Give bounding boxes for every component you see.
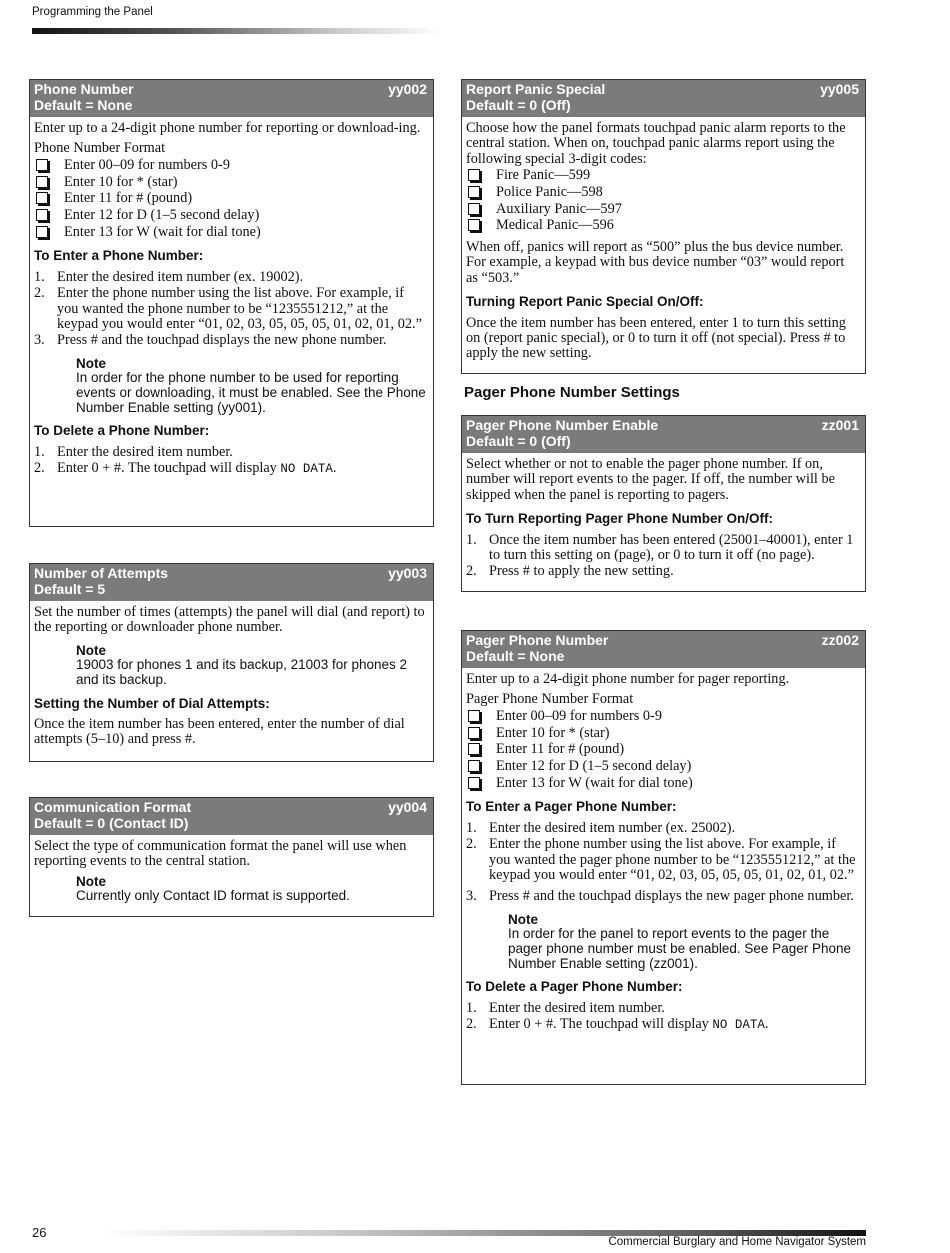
note-text: In order for the panel to report events to the pager the pager phone number must be enabled. See Pager Phone Number Enable setting (zz001).	[508, 926, 851, 971]
comm-format-note	[76, 875, 427, 904]
pager-number-format-list	[466, 708, 859, 792]
display-code: NO DATA	[712, 1017, 765, 1032]
display-code: NO DATA	[280, 461, 333, 476]
dial-attempts-heading: Setting the Number of Dial Attempts:	[34, 695, 270, 711]
phone-number-code: yy002	[388, 81, 427, 97]
step	[466, 533, 859, 564]
attempts-box	[29, 563, 434, 762]
step-number: 2.	[466, 836, 477, 853]
step	[466, 1017, 859, 1033]
step-text: Enter 0 + #. The touchpad will display	[489, 1015, 713, 1032]
header-rule	[32, 28, 442, 34]
phone-number-format-label: Phone Number Format	[34, 140, 166, 157]
dial-attempts-text: Once the item number has been entered, enter the number of dial attempts (5–10) and press #.	[34, 716, 405, 748]
step-text: Enter the phone number using the list above. For example, if you wanted the phone number to be “1235551212,” at the keypad you would enter “01, 02, 03, 05, 05, 05, 01, 02, 01, 02.”	[57, 285, 422, 332]
pager-number-title: Pager Phone Number	[466, 632, 609, 648]
phone-number-default: Default = None	[34, 96, 133, 113]
phone-number-note	[76, 357, 427, 415]
attempts-note	[76, 644, 427, 688]
step-text: Press # to apply the new setting.	[489, 563, 674, 580]
step	[34, 461, 427, 477]
step	[466, 889, 859, 904]
step-number: 3.	[466, 888, 477, 905]
footer-title: Commercial Burglary and Home Navigator System	[608, 1236, 866, 1248]
pager-enable-code: zz001	[821, 417, 859, 433]
format-item: Enter 00–09 for numbers 0-9	[466, 708, 859, 725]
step-number: 2.	[34, 459, 45, 476]
pager-number-code: zz002	[821, 632, 859, 648]
pager-number-header	[462, 631, 865, 668]
pager-number-default: Default = None	[466, 647, 565, 664]
attempts-code: yy003	[388, 565, 427, 581]
note-text: 19003 for phones 1 and its backup, 21003 for phones 2 and its backup.	[76, 657, 408, 687]
step	[34, 286, 427, 332]
panic-code-list	[466, 167, 859, 234]
step	[466, 821, 859, 836]
note-text: Currently only Contact ID format is supported.	[76, 888, 350, 904]
format-item: Enter 11 for # (pound)	[466, 741, 859, 758]
step-number: 3.	[34, 332, 45, 349]
step	[34, 445, 427, 460]
note-title: Note	[508, 911, 538, 927]
format-item: Enter 12 for D (1–5 second delay)	[466, 758, 859, 775]
attempts-title: Number of Attempts	[34, 565, 169, 581]
panic-code: yy005	[820, 81, 859, 97]
delete-phone-heading: To Delete a Phone Number:	[34, 423, 210, 439]
format-item: Enter 13 for W (wait for dial tone)	[466, 775, 859, 792]
enter-pager-steps	[466, 821, 859, 905]
panic-code-item: Medical Panic—596	[466, 217, 859, 234]
step-text: Press # and the touchpad displays the new pager phone number.	[489, 888, 854, 905]
step-text: Enter the desired item number.	[489, 999, 665, 1016]
panic-code-item: Police Panic—598	[466, 184, 859, 201]
pager-number-intro: Enter up to a 24-digit phone number for pager reporting.	[466, 671, 790, 687]
note-title: Note	[76, 355, 106, 371]
pager-enable-default: Default = 0 (Off)	[466, 432, 571, 449]
step	[466, 837, 859, 883]
step-number: 2.	[466, 563, 477, 580]
delete-phone-steps	[34, 445, 427, 478]
step	[34, 333, 427, 348]
format-item: Enter 11 for # (pound)	[34, 190, 427, 207]
panic-header	[462, 80, 865, 117]
format-item: Enter 12 for D (1–5 second delay)	[34, 207, 427, 224]
note-title: Note	[76, 873, 106, 889]
panic-code-item: Auxiliary Panic—597	[466, 201, 859, 218]
delete-pager-steps	[466, 1001, 859, 1034]
step	[34, 270, 427, 285]
step-text: Press # and the touchpad displays the new phone number.	[57, 332, 387, 349]
panic-title: Report Panic Special	[466, 81, 606, 97]
step-text: Enter the phone number using the list above. For example, if you wanted the pager phone number to be “1235551212,” at the keypad you would enter “01, 02, 03, 05, 05, 05, 01, 02, 01, 02.”	[489, 836, 856, 883]
pager-section-heading: Pager Phone Number Settings	[464, 384, 680, 401]
pager-number-note	[508, 913, 859, 971]
step-text: Enter the desired item number (ex. 25002).	[489, 819, 736, 836]
format-item: Enter 10 for * (star)	[466, 725, 859, 742]
enter-pager-heading: To Enter a Pager Phone Number:	[466, 799, 677, 815]
pager-enable-title: Pager Phone Number Enable	[466, 417, 659, 433]
comm-format-title: Communication Format	[34, 799, 192, 815]
step-end: .	[764, 1015, 769, 1032]
step-text: Once the item number has been entered (25001–40001), enter 1 to turn this setting on (page), or 0 to turn it off (no page).	[489, 531, 854, 564]
panic-box	[461, 79, 866, 374]
phone-number-header	[30, 80, 433, 117]
panic-code-item: Fire Panic—599	[466, 167, 859, 184]
panic-intro: Choose how the panel formats touchpad panic alarm reports to the central station. When on, touchpad panic alarms report using the following special 3-digit codes:	[466, 120, 846, 167]
pager-number-format-label: Pager Phone Number Format	[466, 691, 634, 708]
comm-format-intro: Select the type of communication format the panel will use when reporting events to the central station.	[34, 838, 407, 870]
phone-number-intro: Enter up to a 24-digit phone number for reporting or download-ing.	[34, 120, 421, 136]
phone-number-format-list	[34, 157, 427, 241]
format-item: Enter 10 for * (star)	[34, 174, 427, 191]
comm-format-default: Default = 0 (Contact ID)	[34, 814, 189, 831]
phone-number-box	[29, 79, 434, 527]
panic-off-text: When off, panics will report as “500” plus the bus device number. For example, a keypad with bus device number “03” would report as “503.”	[466, 239, 845, 286]
pager-enable-steps	[466, 533, 859, 580]
step	[466, 1001, 859, 1016]
pager-enable-box	[461, 415, 866, 592]
step-number: 1.	[34, 443, 45, 460]
note-title: Note	[76, 642, 106, 658]
comm-format-header	[30, 798, 433, 835]
pager-number-box	[461, 630, 866, 1085]
step-number: 2.	[466, 1015, 477, 1032]
step-number: 1.	[466, 819, 477, 836]
pager-enable-heading: To Turn Reporting Pager Phone Number On/Off:	[466, 511, 773, 527]
panic-toggle-heading: Turning Report Panic Special On/Off:	[466, 294, 704, 310]
step-text: Enter the desired item number.	[57, 443, 233, 460]
step-number: 1.	[466, 999, 477, 1016]
attempts-intro: Set the number of times (attempts) the panel will dial (and report) to the reporting or downloader phone number.	[34, 604, 425, 636]
comm-format-box	[29, 797, 434, 917]
step-text: Enter the desired item number (ex. 19002).	[57, 268, 304, 285]
running-head: Programming the Panel	[32, 6, 153, 18]
step-number: 2.	[34, 285, 45, 302]
comm-format-code: yy004	[388, 799, 427, 815]
panic-toggle-text: Once the item number has been entered, enter 1 to turn this setting on (report panic special), or 0 to turn it off (not special). Press # to apply the new setting.	[466, 314, 846, 362]
attempts-header	[30, 564, 433, 601]
attempts-default: Default = 5	[34, 580, 106, 597]
format-item: Enter 13 for W (wait for dial tone)	[34, 224, 427, 241]
step-text: Enter 0 + #. The touchpad will display	[57, 459, 281, 476]
format-item: Enter 00–09 for numbers 0-9	[34, 157, 427, 174]
step-number: 1.	[34, 268, 45, 285]
phone-number-title: Phone Number	[34, 81, 134, 97]
delete-pager-heading: To Delete a Pager Phone Number:	[466, 979, 683, 995]
enter-phone-steps	[34, 270, 427, 349]
pager-enable-header	[462, 416, 865, 453]
enter-phone-heading: To Enter a Phone Number:	[34, 248, 204, 264]
page-number: 26	[32, 1225, 47, 1240]
pager-enable-intro: Select whether or not to enable the pager phone number. If on, number will report events to the pager. If off, the number will be skipped when the panel is reporting to pagers.	[466, 456, 835, 503]
note-text: In order for the phone number to be used for reporting events or downloading, it must be enabled. See the Phone Number Enable setting (yy001).	[76, 370, 426, 415]
step-end: .	[332, 459, 337, 476]
step	[466, 564, 859, 579]
panic-default: Default = 0 (Off)	[466, 96, 571, 113]
step-number: 1.	[466, 531, 477, 548]
